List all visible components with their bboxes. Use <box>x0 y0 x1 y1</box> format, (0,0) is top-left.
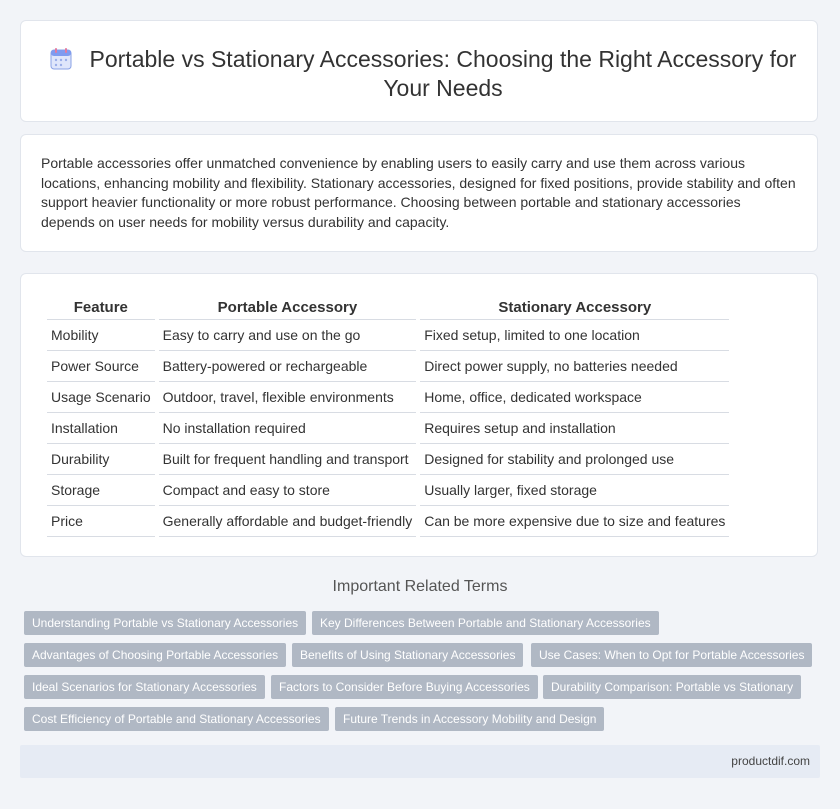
related-term-link[interactable]: Cost Efficiency of Portable and Stationary Accessories <box>24 707 329 731</box>
page-title: Portable vs Stationary Accessories: Choosing the Right Accessory for Your Needs <box>89 46 797 101</box>
table-cell: Direct power supply, no batteries needed <box>420 351 729 382</box>
intro-card <box>20 134 818 252</box>
table-row <box>47 320 729 351</box>
table-row <box>47 351 729 382</box>
table-cell: Designed for stability and prolonged use <box>420 444 729 475</box>
table-cell: Mobility <box>47 320 155 351</box>
table-header-row <box>47 295 729 320</box>
table-cell: Durability <box>47 444 155 475</box>
table-cell: Installation <box>47 413 155 444</box>
footer <box>20 745 820 778</box>
table-cell: Usually larger, fixed storage <box>420 475 729 506</box>
related-terms-heading: Important Related Terms <box>332 578 508 595</box>
table-row <box>47 444 729 475</box>
table-cell: Battery-powered or rechargeable <box>159 351 417 382</box>
table-cell: Power Source <box>47 351 155 382</box>
table-cell: Requires setup and installation <box>420 413 729 444</box>
table-cell: Outdoor, travel, flexible environments <box>159 382 417 413</box>
table-row <box>47 475 729 506</box>
table-cell: Usage Scenario <box>47 382 155 413</box>
column-header-feature: Feature <box>47 295 155 320</box>
related-term-link[interactable]: Future Trends in Accessory Mobility and Design <box>335 707 604 731</box>
related-term-link[interactable]: Use Cases: When to Opt for Portable Accessories <box>531 643 812 667</box>
intro-paragraph: Portable accessories offer unmatched convenience by enabling users to easily carry and use them across various locations, enhancing mobility and flexibility. Stationary accessories, designed for fixed positions, provide stability and often support heavier functionality or more robust performance. Choosing between portable and stationary accessories depends on user needs for mobility versus durability and capacity. <box>41 155 796 230</box>
table-row <box>47 413 729 444</box>
comparison-card <box>20 273 818 557</box>
table-cell: Built for frequent handling and transport <box>159 444 417 475</box>
table-cell: Price <box>47 506 155 537</box>
column-header-portable: Portable Accessory <box>159 295 417 320</box>
table-row <box>47 382 729 413</box>
table-cell: Compact and easy to store <box>159 475 417 506</box>
related-term-link[interactable]: Ideal Scenarios for Stationary Accessories <box>24 675 265 699</box>
table-cell: Easy to carry and use on the go <box>159 320 417 351</box>
table-cell: Generally affordable and budget-friendly <box>159 506 417 537</box>
column-header-stationary: Stationary Accessory <box>420 295 729 320</box>
table-cell: Fixed setup, limited to one location <box>420 320 729 351</box>
table-row <box>47 506 729 537</box>
related-term-link[interactable]: Benefits of Using Stationary Accessories <box>292 643 523 667</box>
table-cell: Storage <box>47 475 155 506</box>
site-name: productdif.com <box>731 754 810 768</box>
related-term-link[interactable]: Key Differences Between Portable and Stationary Accessories <box>312 611 659 635</box>
table-cell: Can be more expensive due to size and features <box>420 506 729 537</box>
comparison-table <box>43 295 733 537</box>
calendar-icon <box>49 47 73 71</box>
table-cell: Home, office, dedicated workspace <box>420 382 729 413</box>
related-term-link[interactable]: Understanding Portable vs Stationary Accessories <box>24 611 306 635</box>
related-term-link[interactable]: Factors to Consider Before Buying Accessories <box>271 675 538 699</box>
related-term-link[interactable]: Advantages of Choosing Portable Accessories <box>24 643 286 667</box>
title-card <box>20 20 818 122</box>
table-cell: No installation required <box>159 413 417 444</box>
related-term-link[interactable]: Durability Comparison: Portable vs Stationary <box>543 675 801 699</box>
